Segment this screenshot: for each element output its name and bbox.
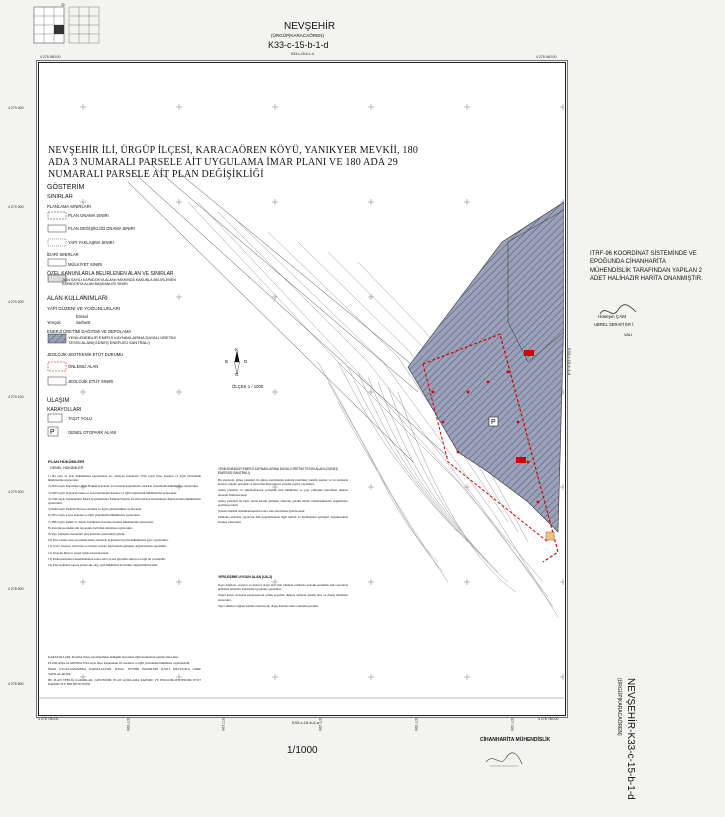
plan-title: NEVŞEHİR İLİ, ÜRGÜP İLÇESİ, KARACAÖREN KÖYÜ, YANIKYER MEVKİİ, 180 ADA 3 NUMARALI PARSELE AİT UYGULAMA İMAR PLANI VE 180 ADA 29 NUMARALI PARSELE AİT PLAN DEĞİŞİKLİĞİ <box>48 145 419 180</box>
legend-geo: JEOLOJİK-JEOTEKNİK ETÜT DURUMU <box>47 352 124 357</box>
legend-property-limit: MÜLKİYET SINIRI <box>68 262 103 267</box>
left-coordinate-label: 4 279 000 <box>8 490 24 494</box>
grid-cross <box>368 674 374 680</box>
plan-note-item: 12) Otopark ihtiyacı parsel içinde karşılanacaktır. <box>48 550 110 555</box>
header-sheet-code: K33-c-15-b-1-d <box>268 40 329 50</box>
legend-density: Emsal <box>76 314 88 319</box>
notes-col2-heading2: YERLEŞİME UYGUN ALAN (UA-2) <box>218 575 273 579</box>
vertical-inner-code: K33-c-15-b-1-d <box>567 348 572 375</box>
legend-building-limit: YAPI YAKLAŞMA SINIRI <box>68 240 114 245</box>
legend-heading: GÖSTERİM <box>47 184 85 191</box>
plan-note-item: 9) Yapı yaklaşma mesafeleri plan üzerinde gösterildiği gibidir. <box>48 532 126 537</box>
grid-cross <box>560 674 564 680</box>
header-city: NEVŞEHİR <box>284 21 336 32</box>
grid-cross <box>560 484 564 490</box>
grid-cross <box>272 674 278 680</box>
grid-cross <box>176 199 182 205</box>
plan-note-item: 6) 2872 sayılı Çevre Kanunu ve ilgili yönetmelik hükümlerine uyulacaktır. <box>48 513 141 518</box>
plan-notes-column-1b <box>48 655 201 688</box>
left-coordinate-label: 4 279 300 <box>8 205 24 209</box>
approval-note-text: ITRF-96 KOORDİNAT SİSTEMİNDE VE EPOĞUNDA CİHANHARİTA MÜHENDİSLİK TARAFINDAN YAPILAN 2 ADET HALİHAZIR HARİTA ONANMIŞTIR. <box>590 251 703 283</box>
plan-note-item: İMAR UYGULAMASINDA PARSELASYON, İFRAZ, TEVHİD İŞLEMLERİ İLGİLİ MEVZUATA GÖRE YAPILACAKTIR. <box>48 667 201 676</box>
legend-land-use-sub: YAPI DÜZENİ VE YOĞUNLUKLARI <box>47 306 121 311</box>
grid-cross <box>272 389 278 395</box>
plan-note-item: Güneş panelleri ile ilgili olarak kurum görüşleri alınacak, gerekli izinler tamamlanmadan uygulamaya geçilmeyecektir. <box>218 498 348 508</box>
plan-note-item: PLANLAMA ALANINDA 3194 sayılı İmar Kanununun 18. maddesi ve ilgili yönetmelik hükümleri uygulanabilir. <box>48 661 191 666</box>
grid-cross <box>176 294 182 300</box>
index-grid-right <box>68 4 100 44</box>
plan-note-item: 11) Trafo, inverter, idari bina ve benzeri tesisler ilgili kurum görüşleri doğrultusunda yapılabilir. <box>48 544 167 549</box>
label-box-1 <box>524 350 534 356</box>
north-k: K <box>235 347 239 352</box>
grid-cross <box>368 104 374 110</box>
legend-planning-limits: PLANLAMA SINIRLARI <box>47 204 91 209</box>
legend-land-use: ALAN KULLANIMLARI <box>47 296 108 302</box>
grid-cross <box>80 579 86 585</box>
legend-geo-item1: ÖNLEMLİ ALAN <box>68 364 99 369</box>
coord-top-right: 4 279 440.00 <box>536 55 557 59</box>
legend-energy: ENERJİ ÜRETİMİ DAĞITIMI VE DEPOLAMA <box>47 329 132 334</box>
grid-cross <box>560 579 564 585</box>
grid-cross <box>272 199 278 205</box>
grid-cross <box>464 674 470 680</box>
north-g: G <box>235 372 239 377</box>
left-coordinate-label: 4 279 200 <box>8 300 24 304</box>
signature-title: UBREL SERAFİ ER İ. <box>594 322 635 327</box>
plan-note-item: 8) Jeolojik-jeoteknik etüt raporunda belirtilen önlemlere uyulacaktır. <box>48 525 133 530</box>
north-b: B <box>225 359 229 364</box>
grid-cross <box>80 104 86 110</box>
legend-parking-letter: P <box>50 429 55 436</box>
company-signature <box>484 748 524 775</box>
grid-cross <box>272 104 278 110</box>
bottom-coordinate-label: 577 400 <box>510 718 514 731</box>
plan-note-item: 7) 2863 sayılı Kültür ve Tabiat Varlıklarını Koruma Kanunu hükümlerine uyulacaktır. <box>48 519 154 524</box>
grid-cross <box>464 199 470 205</box>
plan-note-item: BU PLAN TEBLİĞ KARARLAR, GÖSTERİMİ, PLAN AÇIKLAMA RAPORU VE JEOLOJİK-JEOTEKNİK ETÜT RAPORU İLE BİR BÜTÜNDÜR. <box>48 677 201 687</box>
grid-cross <box>176 104 182 110</box>
north-d: D <box>244 359 248 364</box>
index-grid-lines <box>31 4 65 44</box>
grid-cross <box>464 579 470 585</box>
left-coordinate-label: 4 279 100 <box>8 395 24 399</box>
boundary-lines <box>128 162 448 462</box>
coord-top-left: 4 279 450.00 <box>40 55 61 59</box>
legend-plan-limit: PLAN ONAMA SINIRI <box>68 213 109 218</box>
grid-cross <box>560 104 564 110</box>
notes-sub: GENEL HÜKÜMLER <box>50 466 84 470</box>
scale-text: ÖLÇEK 1 / 1000 <box>232 384 264 389</box>
plan-note-item: Bu alanlarda, güneş panelleri ile güneş enerjisinden elektrik üretimine yönelik tesisler ve bu tesislerin kontrol, bakım, güvenlik ve idari bina ihtiyaçlarına yönelik yapılar yapılabilir. <box>218 478 348 487</box>
plan-note-item: 14) Plan açıklama raporu planın eki olup, plan hükümleri ile birlikte değerlendirilecektir. <box>48 563 159 568</box>
grid-cross <box>464 104 470 110</box>
signature-note: VALİ <box>624 332 633 337</box>
vertical-sheet-label: NEVŞEHİR-K33-c-15-b-1-d <box>625 678 636 800</box>
bottom-coordinate-label: 577 000 <box>126 718 130 731</box>
plan-note-item: 4) 5346 sayılı Yenilenebilir Enerji Kaynaklarının Elektrik Enerjisi Üretimi Amaçlı Kullanımına İlişkin Kanun hükümlerine uyulacaktır. <box>48 496 201 506</box>
vertical-sheet-sub: (ÜRGÜP|KARACAÖREN) <box>616 678 622 736</box>
signature-name: Hüseyin ÇAM <box>598 314 627 319</box>
legend-special-law-item: 2634 SAYILI KAPADOKYA ALANI HAKKINDA KANUNLA BELİRLENEN KAPADOKYA ALAN BAŞKANLIĞI SINIRI <box>62 278 176 286</box>
plan-note-item: Temel kazısı sırasında karşılaşılacak zemin koşulları dikkate alınarak gerekli iksa ve drenaj önlemleri alınacaktır. <box>218 593 348 602</box>
grid-cross <box>176 579 182 585</box>
label-box-2 <box>516 457 526 463</box>
grid-cross <box>176 389 182 395</box>
north-arrow <box>235 350 240 374</box>
plan-note-item: 1) Bu plan ve plan hükümlerini kapsamında yer almayan konularda 3194 sayılı İmar Kanunu ve ilgili yönetmelik hükümlerine uyulacaktır. <box>48 474 201 483</box>
footer-company: CİHANHARİTA MÜHENDİSLİK <box>480 737 551 743</box>
left-coordinate-label: 4 279 400 <box>8 106 24 110</box>
plan-notes-column-2b <box>218 583 348 610</box>
plan-note-item: 2) 2634 sayılı Kapadokya Alanı Hakkında Kanun ve bu kanun kapsamında çıkarılan yönetmelik hükümlerine uyulacaktır. <box>48 484 199 489</box>
grid-cross <box>368 199 374 205</box>
legend-plan-change-limit: PLAN DEĞİŞİKLİĞİ ONAMA SINIRI <box>68 226 135 231</box>
bottom-coordinate-label: 577 300 <box>414 718 418 731</box>
legend-geo-item2: JEOLOJİK ETÜT SINIRI <box>68 379 114 384</box>
footer-scale: 1/1000 <box>287 745 318 756</box>
left-coordinate-label: 4 278 800 <box>8 682 24 686</box>
plan-note-item: KARAYOLLARI: Parseller ihdas parselllerinden dönüşüm öncesinde ilgili kurumların görüşü alınacaktır. <box>48 655 180 659</box>
footer-sheet-code: K33-c-15-b-4-a <box>292 720 319 725</box>
plan-notes-column-2 <box>218 478 348 526</box>
grid-cross <box>368 579 374 585</box>
legend-special-law: ÖZEL KANUNLARLA BELİRLENEN ALAN VE SINIRLAR <box>47 271 174 277</box>
legend-parking-item: GENEL OTOPARK ALANI <box>68 430 117 435</box>
grid-cross <box>368 484 374 490</box>
parking-letter: P <box>491 419 496 426</box>
header-sheet-code-small: K33-c-15-b-1-d <box>291 52 314 56</box>
legend-limits: SINIRLAR <box>47 194 73 200</box>
legend-height: Yençok <box>47 320 61 325</box>
plan-note-item: 5) 6446 sayılı Elektrik Piyasası Kanunu ve ilgili yönetmeliklere uyulacaktır. <box>48 507 143 512</box>
legend-road-item: TAŞIT YOLU <box>68 416 92 421</box>
plan-note-item: Yapı temelleri sağlam zemine oturtulacak, dolgu üzerine temel oturtulmayacaktır. <box>218 603 319 608</box>
coord-bottom-left: 4 278 750.00 <box>38 717 59 721</box>
plan-note-item: Tesisin ömrünü tamamlamasından sonra alan eski haline getirilecektir. <box>218 509 306 514</box>
plan-notes-column-1 <box>48 474 201 569</box>
legend-transport: ULAŞIM <box>47 398 70 404</box>
notes-col2-heading: YENİLENEBİLİR ENERJİ KAYNAKLARINA DAYALI ÜRETİM TESİSİ ALANI (GÜNEŞ ENERJİSİ SANTRALİ) <box>218 467 338 475</box>
bottom-coordinate-label: 577 100 <box>221 718 225 731</box>
index-grid <box>31 4 65 44</box>
plan-note-item: 13) Panel kurulumu tamamlandıktan sonra alan çevresi güvenlik amaçlı tel örgü ile çevrilebilir. <box>48 556 166 561</box>
plan-note-item: 3) 5403 sayılı Toprak Koruma ve Arazi Kullanımı Kanunu ve ilgili yönetmelik hükümlerine uyulacaktır. <box>48 490 178 495</box>
grid-cross <box>80 389 86 395</box>
legend-admin-limits: İDARİ SINIRLAR <box>47 252 79 257</box>
left-coordinate-label: 4 278 900 <box>8 587 24 591</box>
legend-roads: KARAYOLLARI <box>47 407 82 413</box>
legend-height-value: Serbest <box>76 320 91 325</box>
label-box-3 <box>546 532 554 540</box>
legend-energy-item: YENİLENEBİLİR ENERJİ KAYNAKLARINA DAYALI ÜRETİM TESİSİ ALANI(GÜNEŞ ENERJİSİ SANTRALİ) <box>68 335 176 345</box>
header-subtitle: (ÜRGÜP|KARACAÖREN) <box>271 33 325 38</box>
plan-note-item: Kaya düşmesi, erozyon ve benzeri doğal afet riski bulunan alanlarda jeolojik-jeoteknik etüt raporunda belirtilen önlemler alınmadan uygulama yapılamaz. <box>218 583 348 592</box>
bottom-coordinate-label: 577 200 <box>318 718 322 731</box>
notes-heading: PLAN HÜKÜMLERİ <box>48 459 84 464</box>
approval-note <box>590 250 707 284</box>
grid-cross <box>464 484 470 490</box>
plan-note-item: Güneş panelleri ve ekipmanlarının yerleşimi plan hükümleri ve yapı yaklaşma mesafeleri dikkate alınarak belirlenecektir. <box>218 488 348 497</box>
plan-note-item: 10) Plan onama sınırı içerisinde kalan alanlarda uygulama bu plan hükümlerine göre yapılacaktır. <box>48 538 169 543</box>
plan-note-item: Planlama alanında yapılacak tüm uygulamalarda ilgili kurum ve kuruluşların görüşleri doğrultusunda hareket edilecektir. <box>218 515 348 524</box>
index-number: 33 <box>61 3 65 7</box>
coord-bottom-right: 4 278 760.00 <box>538 717 559 721</box>
